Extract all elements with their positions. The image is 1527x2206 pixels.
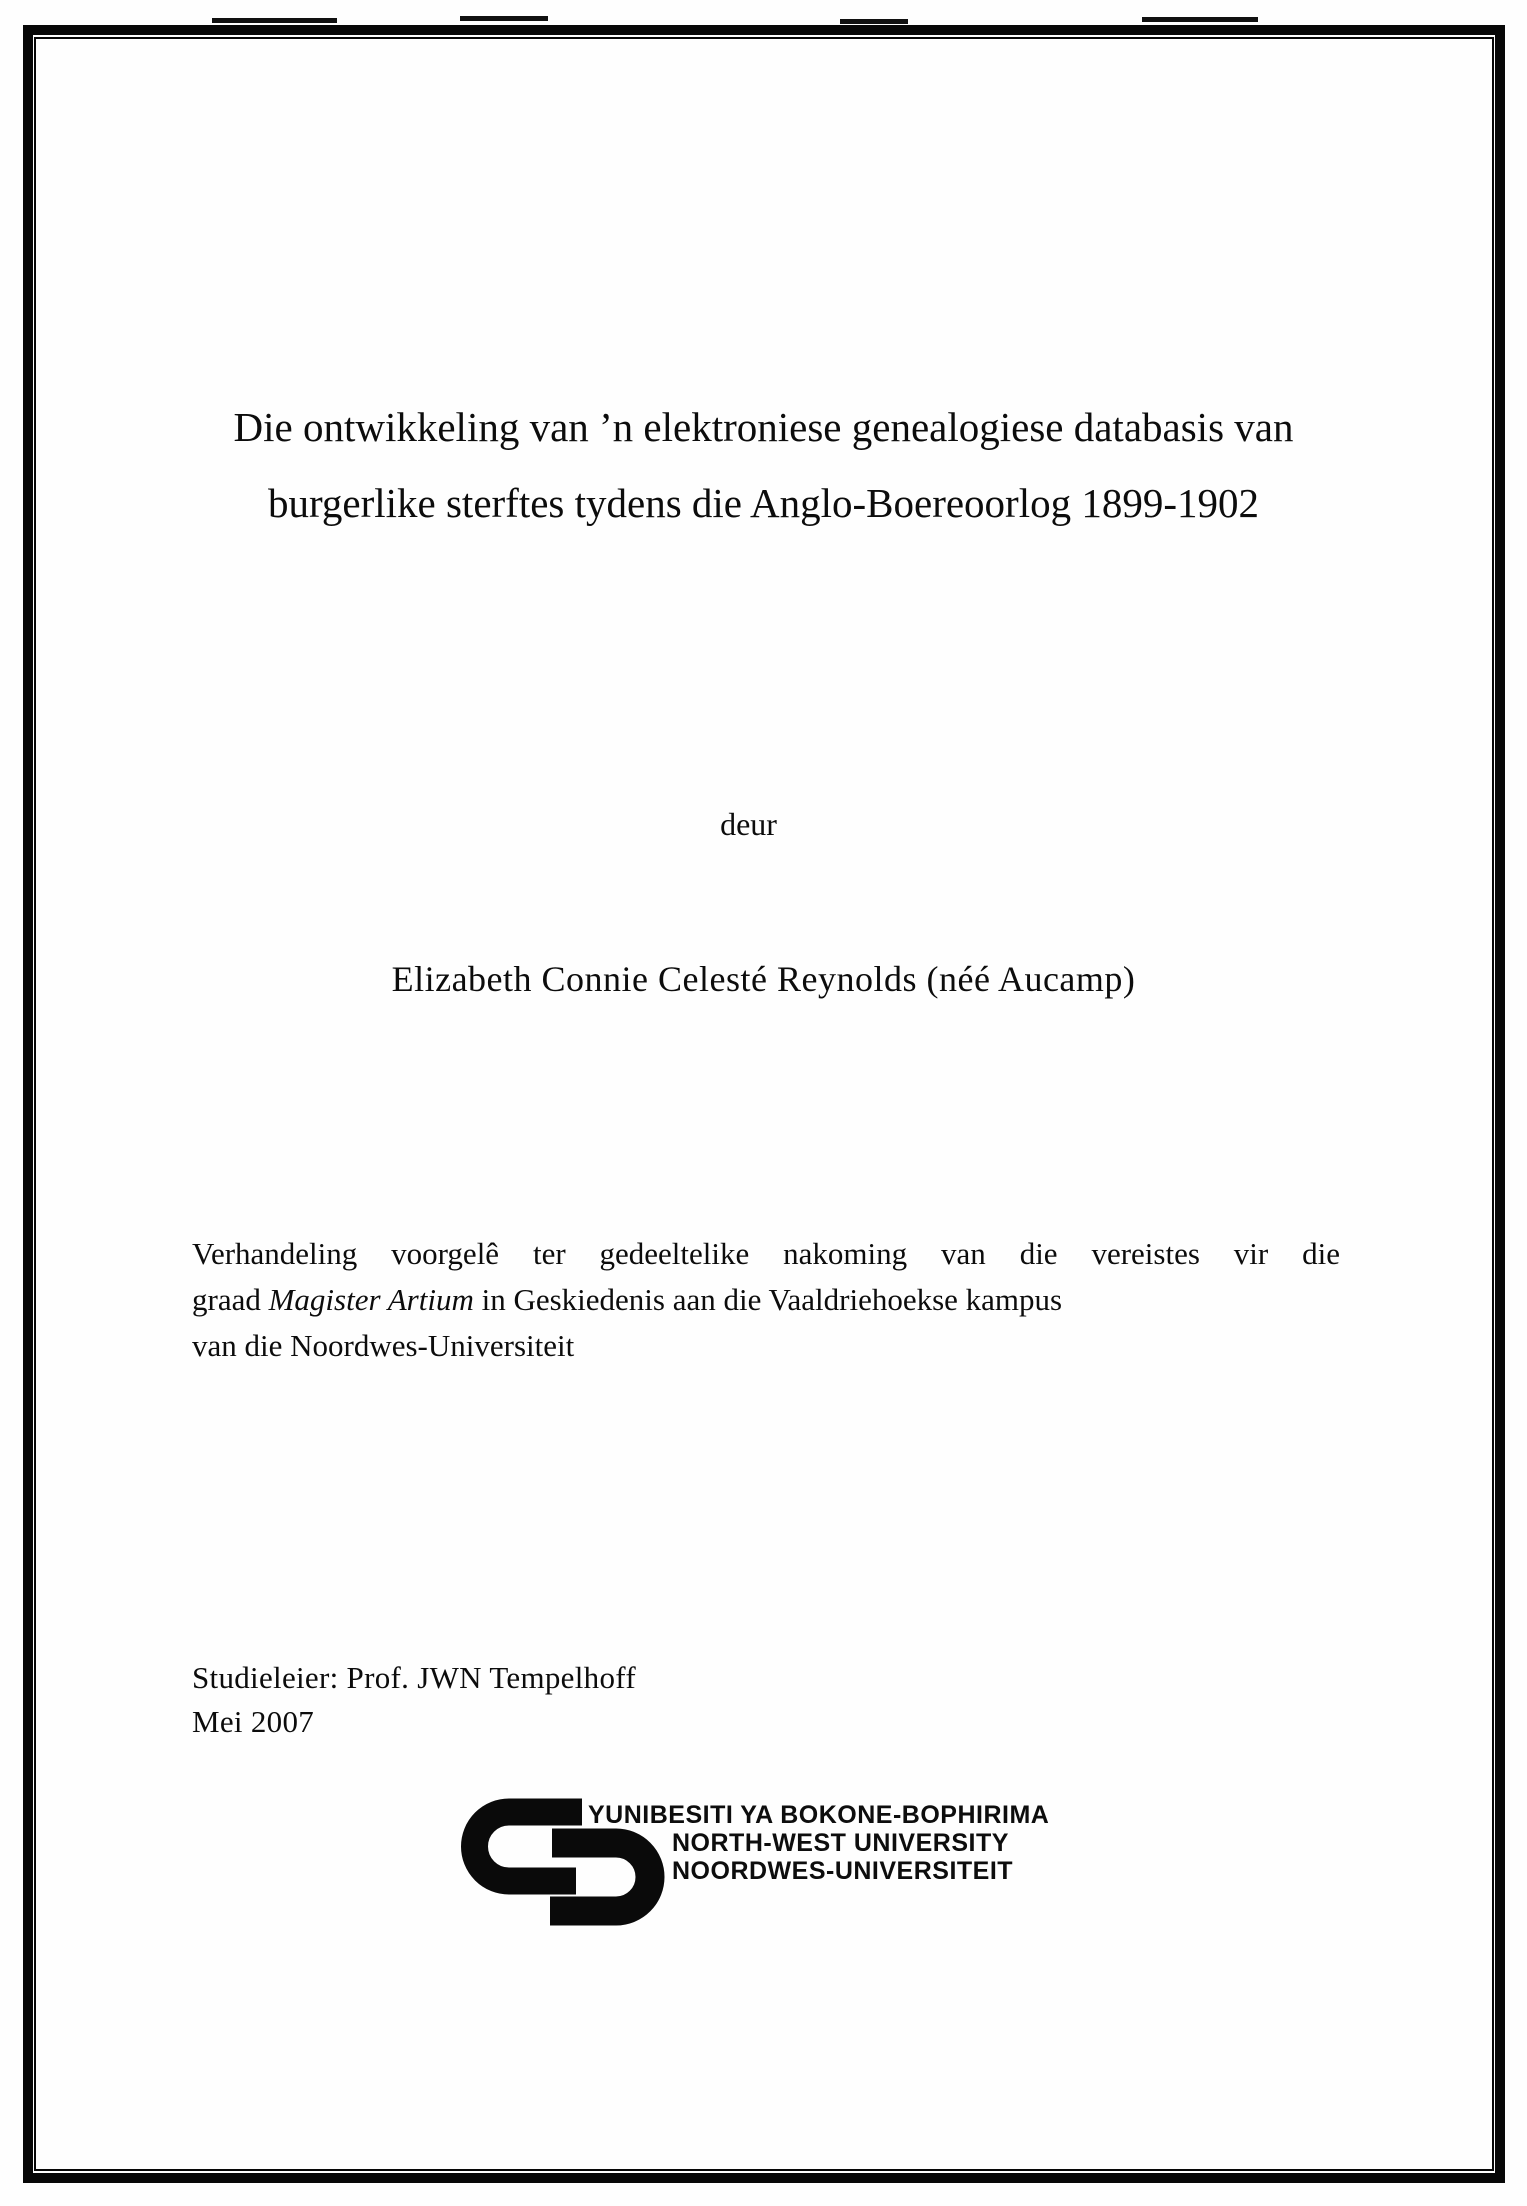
scan-artifact (840, 19, 908, 24)
degree-statement-line3: van die Noordwes-Universiteit (192, 1328, 575, 1363)
degree-statement-line2-suffix: in Geskiedenis aan die Vaaldriehoekse kampus (473, 1282, 1063, 1317)
date-line: Mei 2007 (192, 1704, 315, 1739)
supervisor-block (192, 1656, 636, 1744)
logo-text-setswana: YUNIBESITI YA BOKONE-BOPHIRIMA (588, 1801, 1050, 1829)
thesis-title (110, 389, 1417, 541)
degree-statement-line1: Verhandeling voorgelê ter gedeeltelike nakoming van die vereistes vir die (192, 1236, 1340, 1271)
degree-statement-line2-prefix: graad (192, 1282, 269, 1317)
supervisor-line: Studieleier: Prof. JWN Tempelhoff (192, 1660, 636, 1695)
degree-statement-line2 (192, 1277, 1340, 1323)
logo-text-english: NORTH-WEST UNIVERSITY (672, 1829, 1009, 1857)
university-logo-text (588, 1801, 1049, 1885)
byline-label: deur (720, 806, 777, 842)
scan-artifact (1142, 17, 1258, 22)
thesis-title-line2: burgerlike sterftes tydens die Anglo-Boereoorlog 1899-1902 (267, 480, 1259, 526)
thesis-title-line1: Die ontwikkeling van ’n elektroniese genealogiese databasis van (233, 404, 1294, 450)
scan-artifact (460, 16, 548, 21)
degree-name-italic: Magister Artium (268, 1282, 474, 1317)
logo-text-afrikaans: NOORDWES-UNIVERSITEIT (672, 1857, 1014, 1885)
author-name: Elizabeth Connie Celesté Reynolds (néé Aucamp) (391, 959, 1136, 999)
degree-statement (192, 1231, 1340, 1369)
scan-artifact (212, 18, 337, 23)
